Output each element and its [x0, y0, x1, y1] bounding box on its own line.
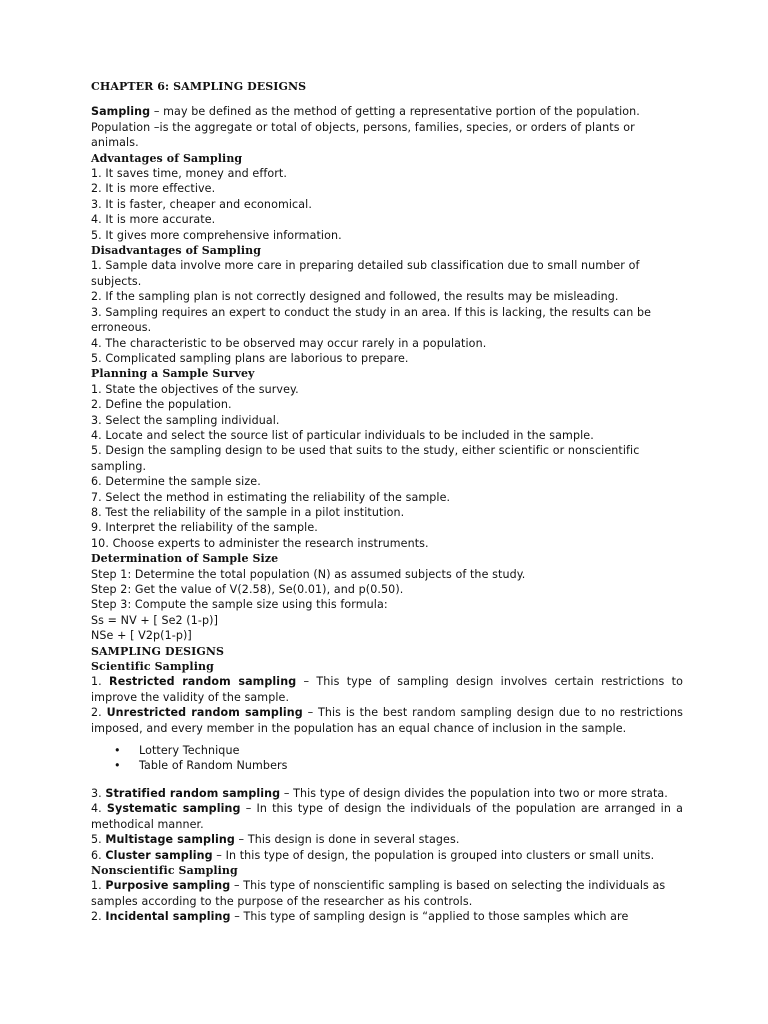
scientific-item — [91, 832, 683, 847]
design-desc: – This type of nonscientific sampling is based on selecting the individuals as samples according to the purpose of the researcher as his controls. — [91, 879, 666, 908]
sample-size-heading: Determination of Sample Size — [91, 552, 279, 566]
nonscientific-item — [91, 909, 683, 924]
scientific-item — [91, 674, 683, 705]
scientific-heading: Scientific Sampling — [91, 660, 214, 674]
planning-item: 6. Determine the sample size. — [91, 475, 261, 489]
item-number: 6. — [91, 848, 106, 862]
design-desc: – This type of design divides the population into two or more strata. — [280, 786, 668, 800]
scientific-item — [91, 786, 683, 801]
planning-heading: Planning a Sample Survey — [91, 367, 255, 381]
item-number: 5. — [91, 833, 106, 847]
formula-numerator: Ss = NV + [ Se2 (1-p)] — [91, 613, 218, 627]
planning-item: 3. Select the sampling individual. — [91, 413, 280, 427]
design-term: Stratified random sampling — [105, 786, 281, 800]
item-number: 2. — [91, 706, 107, 720]
design-term: Purposive sampling — [105, 879, 231, 893]
design-desc: – This type of sampling design involves certain restrictions to improve the validity of the sample. — [91, 675, 683, 704]
disadvantage-item: 3. Sampling requires an expert to conduct the study in an area. If this is lacking, the results can be erroneous. — [91, 305, 652, 335]
design-term: Restricted random sampling — [109, 675, 297, 689]
chapter-title: CHAPTER 6: SAMPLING DESIGNS — [91, 80, 307, 93]
nonscientific-item — [91, 878, 683, 909]
design-desc: – In this type of design the individuals of the population are arranged in a methodical manner. — [91, 802, 683, 831]
scientific-item — [91, 801, 683, 832]
population-definition: Population –is the aggregate or total of objects, persons, families, species, or orders of plants or animals. — [91, 120, 635, 150]
advantage-item: 5. It gives more comprehensive information. — [91, 228, 342, 242]
planning-item: 10. Choose experts to administer the research instruments. — [91, 536, 429, 550]
sample-size-step: Step 1: Determine the total population (N) as assumed subjects of the study. — [91, 567, 526, 581]
scientific-item — [91, 848, 683, 863]
advantage-item: 3. It is faster, cheaper and economical. — [91, 197, 312, 211]
sampling-term: Sampling — [91, 105, 151, 119]
design-term: Incidental sampling — [105, 910, 231, 924]
sample-size-step: Step 3: Compute the sample size using this formula: — [91, 598, 388, 612]
document-page — [91, 79, 683, 925]
item-number: 2. — [91, 910, 106, 924]
design-desc: – In this type of design, the population is grouped into clusters or small units. — [212, 848, 655, 862]
design-term: Systematic sampling — [106, 802, 241, 816]
design-desc: – This is the best random sampling design due to no restrictions imposed, and every member in the population has an equal chance of inclusion in the sample. — [91, 706, 683, 735]
planning-item: 9. Interpret the reliability of the sample. — [91, 521, 318, 535]
disadvantage-item: 4. The characteristic to be observed may occur rarely in a population. — [91, 336, 487, 350]
sampling-definition-text: – may be defined as the method of getting a representative portion of the population. — [150, 105, 640, 119]
designs-heading: SAMPLING DESIGNS — [91, 644, 225, 658]
item-number: 3. — [91, 786, 106, 800]
sampling-definition — [91, 104, 683, 119]
design-term: Multistage sampling — [105, 833, 235, 847]
design-term: Unrestricted random sampling — [106, 706, 303, 720]
scientific-item — [91, 705, 683, 736]
advantage-item: 1. It saves time, money and effort. — [91, 167, 287, 181]
planning-item: 8. Test the reliability of the sample in a pilot institution. — [91, 505, 405, 519]
technique-item: • Table of Random Numbers — [139, 758, 683, 773]
formula-denominator: NSe + [ V2p(1-p)] — [91, 629, 192, 643]
disadvantage-item: 1. Sample data involve more care in preparing detailed sub classification due to small number of subjects. — [91, 259, 640, 288]
nonscientific-heading: Nonscientific Sampling — [91, 863, 238, 877]
advantages-heading: Advantages of Sampling — [91, 151, 243, 165]
advantage-item: 2. It is more effective. — [91, 182, 216, 196]
planning-item: 5. Design the sampling design to be used that suits to the study, either scientific or nonscientific sampling. — [91, 444, 640, 473]
planning-item: 1. State the objectives of the survey. — [91, 382, 299, 396]
disadvantage-item: 5. Complicated sampling plans are laborious to prepare. — [91, 351, 409, 365]
technique-item: • Lottery Technique — [139, 743, 683, 758]
item-number: 1. — [91, 879, 106, 893]
disadvantage-item: 2. If the sampling plan is not correctly designed and followed, the results may be misleading. — [91, 290, 619, 304]
planning-item: 7. Select the method in estimating the reliability of the sample. — [91, 490, 451, 504]
planning-item: 4. Locate and select the source list of particular individuals to be included in the sample. — [91, 428, 594, 442]
advantage-item: 4. It is more accurate. — [91, 213, 216, 227]
design-desc: – This type of sampling design is “applied to those samples which are — [230, 910, 629, 924]
design-desc: – This design is done in several stages. — [234, 833, 460, 847]
disadvantages-heading: Disadvantages of Sampling — [91, 244, 262, 258]
planning-item: 2. Define the population. — [91, 398, 232, 412]
item-number: 4. — [91, 802, 107, 816]
technique-list — [91, 743, 683, 774]
item-number: 1. — [91, 675, 110, 689]
design-term: Cluster sampling — [105, 848, 213, 862]
sample-size-step: Step 2: Get the value of V(2.58), Se(0.01), and p(0.50). — [91, 583, 404, 596]
